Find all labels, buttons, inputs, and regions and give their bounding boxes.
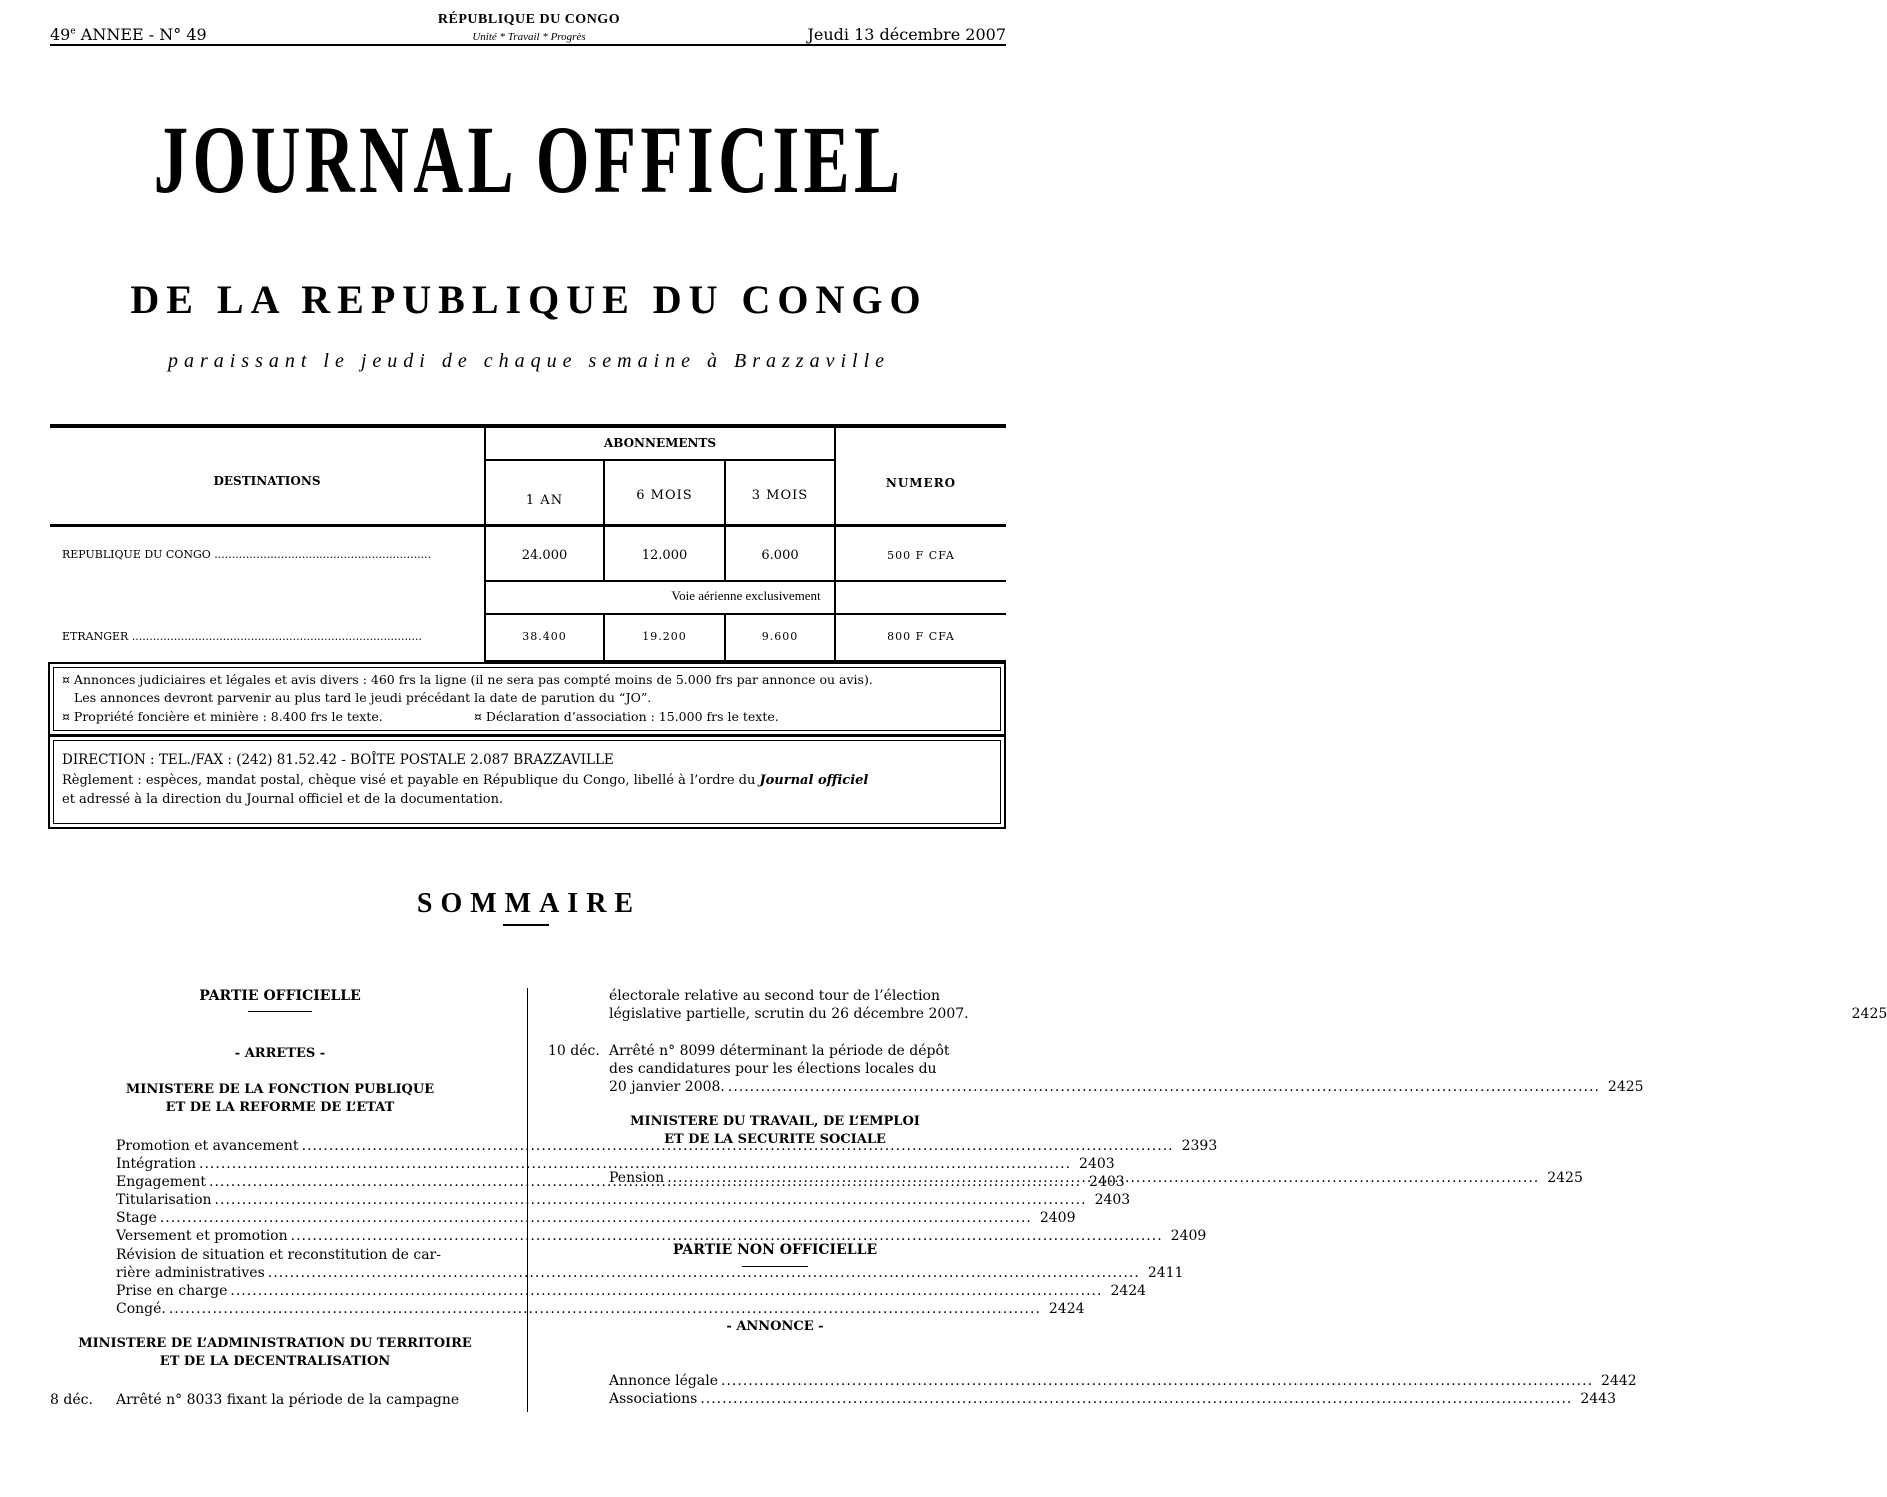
period-header: 1 AN [525,493,564,508]
ministry-heading: ET DE LA REFORME DE L’ETAT [165,1100,395,1115]
toc-page: 2442 [1601,1373,1637,1389]
table-col-rule [834,426,836,662]
toc-entry[interactable] [116,1227,1207,1245]
journal-tagline: paraissant le jeudi de chaque semaine à Brazzaville [167,350,891,372]
arrete-text[interactable]: Arrêté n° 8099 déterminant la période de dépôt [609,1043,950,1059]
toc-entry[interactable] [116,1155,1115,1173]
price-cell: 12.000 [641,548,688,563]
table-row-rule [484,613,1006,615]
national-motto: Unité * Travail * Progrès [472,31,586,43]
air-mail-note: Voie aérienne exclusivement [671,588,821,603]
toc-entry-label: 20 janvier 2008. [609,1079,725,1095]
toc-entry[interactable] [116,1191,1131,1209]
toc-entry-label: Congé. [116,1301,166,1317]
direction-box [48,735,1006,829]
heading-rule [248,1011,312,1012]
arrete-date: 8 déc. [50,1392,93,1408]
numero-header: NUMERO [885,476,957,490]
arrete-text: des candidatures pour les élections locales du [609,1061,937,1077]
toc-entry-label: Engagement [116,1174,206,1190]
toc-leader [212,1191,1087,1209]
toc-entry[interactable] [116,1264,1184,1282]
toc-leader [157,1209,1032,1227]
destinations-header: DESTINATIONS [213,474,321,488]
toc-entry-label: Prise en charge [116,1283,228,1299]
period-header: 6 MOIS [636,488,693,503]
toc-entry[interactable] [609,1390,1616,1408]
table-row-rule [484,459,834,461]
toc-page: 2425 [1607,1079,1644,1095]
price-cell: 19.200 [642,630,687,643]
toc-page: 2424 [1048,1301,1085,1317]
announcements-box [48,662,1006,736]
toc-leader [718,1372,1593,1390]
price-cell: 38.400 [522,630,567,643]
header-divider [50,44,1006,46]
table-row-rule [484,580,1006,582]
toc-entry[interactable] [116,1282,1147,1300]
toc-leader [725,1078,1600,1096]
table-header-rule [50,524,1006,527]
table-top-rule [50,424,1006,428]
sommaire-title: SOMMAIRE [416,888,642,919]
issue-number: 49e ANNEE - N° 49 [50,25,207,44]
toc-entry-label: législative partielle, scrutin du 26 décembre 2007. [609,1006,969,1022]
arrete-text: électorale relative au second tour de l’élection [609,988,941,1004]
table-col-rule [484,426,486,662]
toc-page: 2425 [1851,1006,1887,1022]
toc-entry-label: Annonce légale [609,1373,718,1389]
ministry-heading: MINISTERE DE L’ADMINISTRATION DU TERRITOIRE [78,1336,472,1351]
toc-entry-label: Intégration [116,1156,197,1172]
toc-page: 2403 [1089,1174,1125,1190]
association-rate: ¤ Déclaration d’association : 15.000 frs le texte. [474,709,779,724]
payment-terms-text: Règlement : espèces, mandat postal, chèque visé et payable en République du Congo, libellé à l’ordre du [62,773,760,788]
payment-address: et adressé à la direction du Journal officiel et de la documentation. [62,792,504,807]
toc-leader [227,1282,1102,1300]
toc-page: 2409 [1039,1210,1076,1226]
announcement-deadline: Les annonces devront parvenir au plus tard le jeudi précédant la date de parution du “JO”. [74,690,652,705]
numero-price: 800 F CFA [887,630,955,643]
toc-entry-label: Promotion et avancement [116,1138,299,1154]
destination-label: ETRANGER ................................................................................... [62,630,423,643]
toc-entry[interactable] [116,1300,1085,1318]
journal-title: JOURNAL OFFICIEL [153,106,905,213]
arretes-heading: - ARRETES - [234,1046,326,1061]
toc-leader [697,1390,1572,1408]
arrete-text[interactable]: Arrêté n° 8033 fixant la période de la campagne [116,1392,460,1408]
announcement-rate: ¤ Annonces judiciaires et légales et avis divers : 460 frs la ligne (il ne sera pas compté moins de 5.000 frs par annonce ou avis). [62,672,873,687]
toc-page: 2424 [1110,1283,1147,1299]
journal-officiel-name: Journal officiel [759,773,869,788]
arrete-date: 10 déc. [548,1043,600,1059]
price-cell: 6.000 [761,548,799,563]
price-cell: 24.000 [521,548,568,563]
toc-entry-label: Titularisation [116,1192,212,1208]
toc-entry[interactable] [609,1078,1644,1096]
period-header: 3 MOIS [751,488,809,503]
toc-page: 2403 [1094,1192,1131,1208]
toc-entry-label: Révision de situation et reconstitution de car- [116,1247,441,1263]
toc-entry[interactable] [116,1209,1076,1227]
toc-entry-label: Stage [116,1210,157,1226]
toc-leader [664,1169,1539,1187]
toc-leader [265,1264,1140,1282]
table-col-rule [724,460,726,582]
toc-entry-label: Versement et promotion [116,1228,288,1244]
toc-entry[interactable] [609,1372,1637,1390]
direction-contact: DIRECTION : TEL./FAX : (242) 81.52.42 - BOÎTE POSTALE 2.087 BRAZZAVILLE [62,752,614,768]
numero-price: 500 F CFA [887,549,955,562]
toc-page: 2403 [1079,1156,1115,1172]
issue-date: Jeudi 13 décembre 2007 [807,25,1006,44]
partie-non-officielle-heading: PARTIE NON OFFICIELLE [672,1242,878,1258]
table-col-rule [603,460,605,582]
toc-page: 2411 [1147,1265,1184,1281]
toc-entry-label: rière administratives [116,1265,265,1281]
republic-name: RÉPUBLIQUE DU CONGO [437,12,621,27]
journal-subtitle: DE LA REPUBLIQUE DU CONGO [130,277,928,322]
toc-page: 2393 [1181,1138,1218,1154]
payment-terms [62,772,868,789]
toc-entry-label: Pension [609,1170,665,1186]
sommaire-rule [503,924,549,926]
destination-label: REPUBLIQUE DU CONGO .............................................................. [62,548,432,561]
price-cell: 9.600 [761,630,799,643]
abonnements-header: ABONNEMENTS [603,436,717,450]
ministry-heading: MINISTERE DE LA FONCTION PUBLIQUE [125,1082,435,1097]
toc-leader [166,1300,1041,1318]
heading-rule [742,1266,808,1267]
ministry-heading: MINISTERE DU TRAVAIL, DE L’EMPLOI [630,1114,920,1129]
toc-entry[interactable] [609,1005,1887,1023]
toc-page: 2425 [1547,1170,1583,1186]
ministry-heading: ET DE LA DECENTRALISATION [159,1354,391,1369]
partie-officielle-heading: PARTIE OFFICIELLE [199,988,361,1004]
annonce-heading: - ANNONCE - [726,1319,824,1334]
toc-entry-label: Associations [609,1391,698,1407]
toc-page: 2409 [1170,1228,1207,1244]
toc-page: 2443 [1580,1391,1616,1407]
property-rate: ¤ Propriété foncière et minière : 8.400 frs le texte. [62,709,383,724]
ministry-heading: ET DE LA SECURITE SOCIALE [664,1132,886,1147]
